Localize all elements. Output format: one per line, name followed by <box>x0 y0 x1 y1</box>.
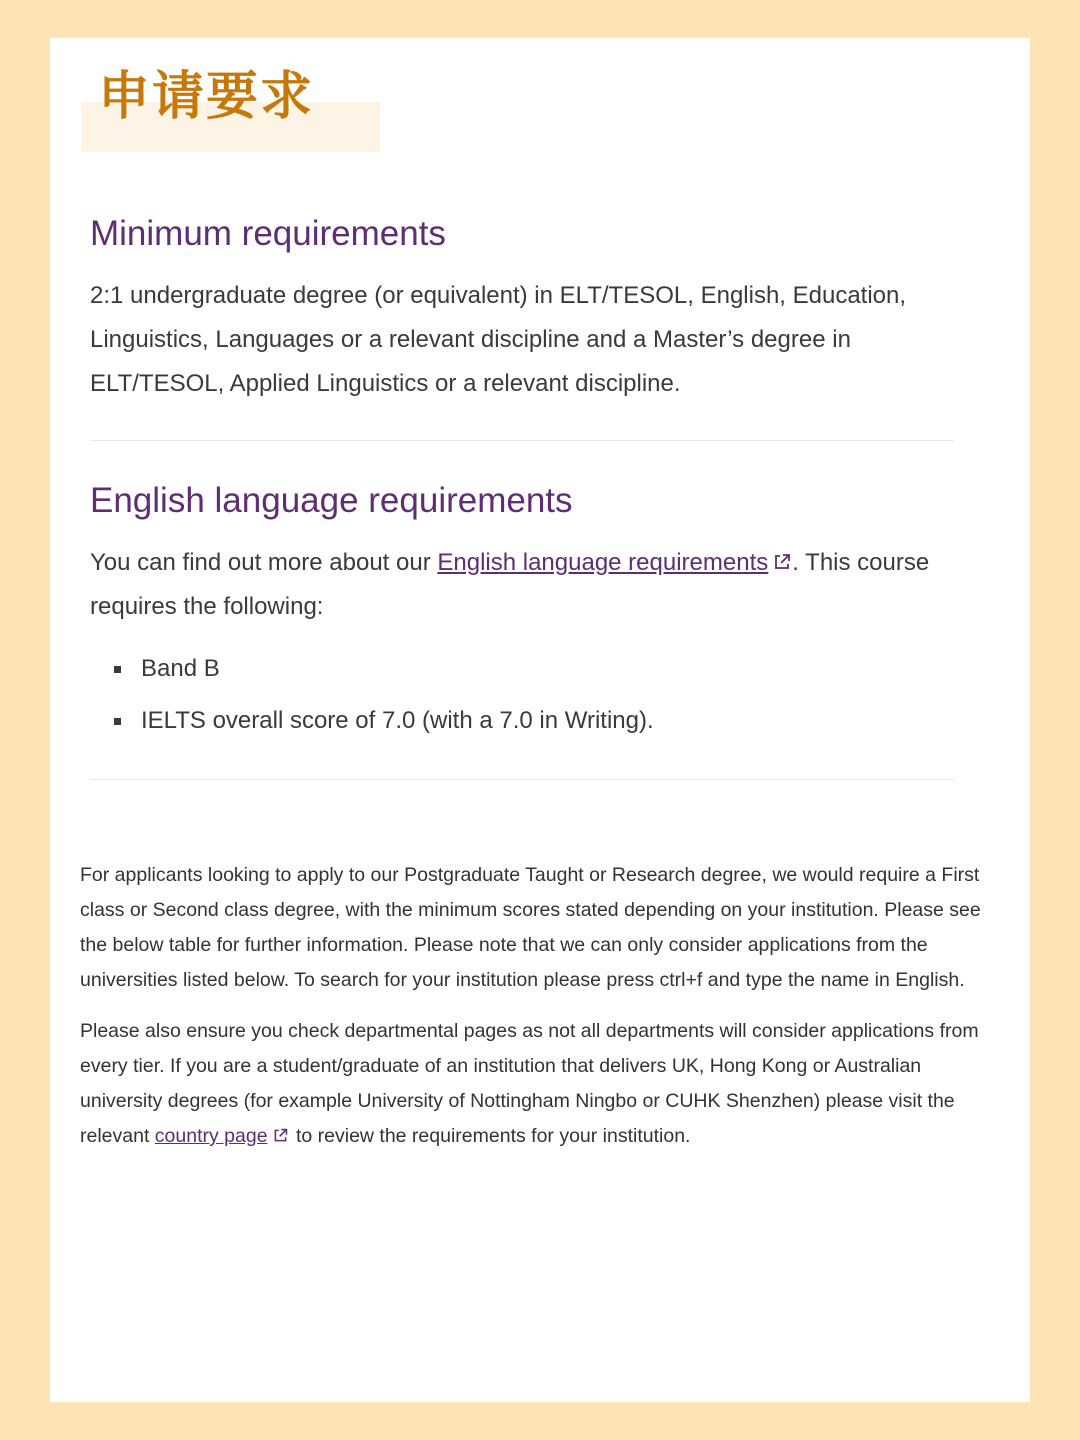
section-divider <box>90 779 954 780</box>
english-requirements-intro <box>90 541 954 629</box>
external-link-icon[interactable] <box>272 1127 289 1144</box>
square-bullet-icon <box>114 718 121 725</box>
list-item <box>90 695 954 747</box>
intro-text-after: . This course requires the following: <box>90 549 930 620</box>
english-requirements-heading: English language requirements <box>90 481 573 520</box>
page-title: 申请要求 <box>98 67 315 127</box>
country-page-link[interactable]: country page <box>154 1125 268 1147</box>
minimum-requirements-text: 2:1 undergraduate degree (or equivalent) in ELT/TESOL, English, Education, Linguistics, Languages or a relevant discipline and a Master’s degree in ELT/TESOL, Applied Linguistics or a relevant discipline. <box>90 282 907 397</box>
section-divider <box>90 440 954 441</box>
info-text-before: Please also ensure you check departmental pages as not all departments will consider applications from every tier. If you are a student/graduate of an institution that delivers UK, Hong Kong or Australian university degrees (for example University of Nottingham Ningbo or CUHK Shenzhen) please visit the relevant <box>80 1020 979 1147</box>
minimum-requirements-section <box>90 212 954 406</box>
english-requirements-section <box>90 479 954 747</box>
applicant-info <box>80 858 990 1154</box>
list-item-text: IELTS overall score of 7.0 (with a 7.0 in Writing). <box>141 707 654 734</box>
intro-text-before: You can find out more about our <box>90 549 438 576</box>
minimum-requirements-heading: Minimum requirements <box>90 214 446 253</box>
requirements-list <box>90 643 954 747</box>
info-paragraph-2 <box>80 1014 990 1154</box>
list-item-text: Band B <box>141 655 220 682</box>
info-paragraph-1: For applicants looking to apply to our Postgraduate Taught or Research degree, we would require a First class or Second class degree, with the minimum scores stated depending on your institution. Please see the below table for further information. Please note that we can only consider applications from the universities listed below. To search for your institution please press ctrl+f and type the name in English. <box>80 864 981 991</box>
external-link-icon[interactable] <box>772 552 792 572</box>
english-requirements-link[interactable]: English language requirements <box>437 549 769 576</box>
content-card <box>50 38 1030 1402</box>
square-bullet-icon <box>114 666 121 673</box>
list-item <box>90 643 954 695</box>
info-text-after: to review the requirements for your institution. <box>290 1125 691 1147</box>
